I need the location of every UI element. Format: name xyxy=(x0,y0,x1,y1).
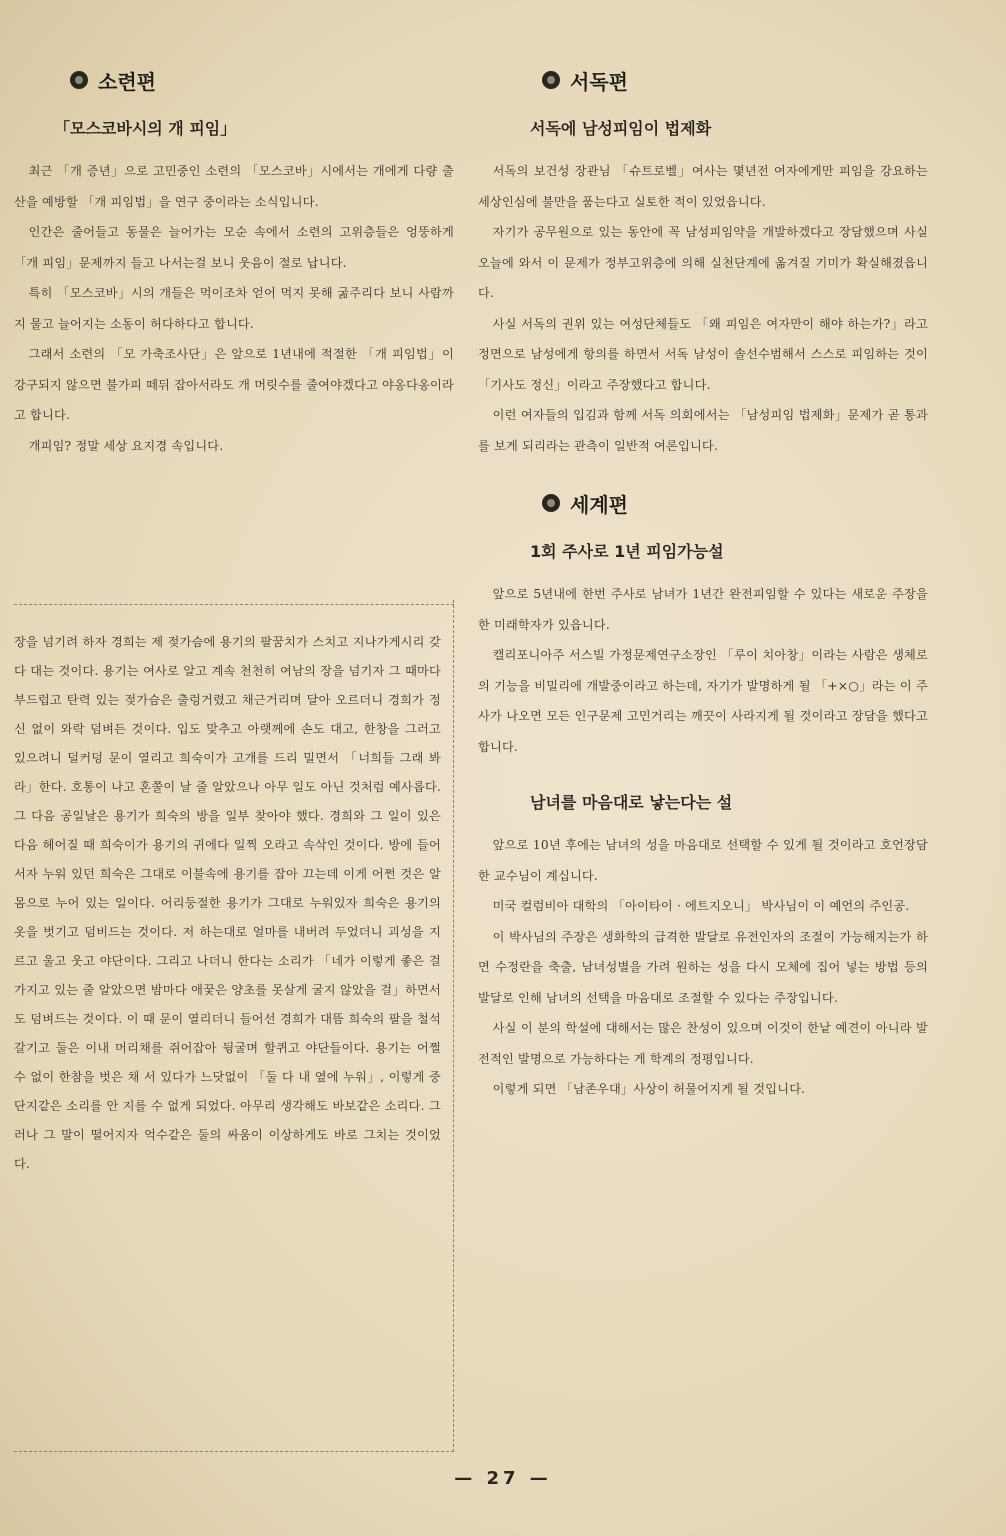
page-number: — 27 — xyxy=(454,1468,552,1489)
paragraph: 미국 컬럼비아 대학의 「아이타이 · 에트지오니」 박사님이 이 예언의 주인공. xyxy=(492,899,910,913)
section-heading-soviet xyxy=(70,60,454,100)
paragraph: 장을 넘기려 하자 경희는 제 젖가슴에 용기의 팔꿈치가 스치고 지나가게시리 갖다 대는 것이다. 용기는 여사로 알고 계속 천천히 여남의 장을 넘기자 그 때마다 부드럽고 탄력 있는 젖가슴은 출렁거렸고 채근거리며 달아 오르더니 경희가 정신 없이 와락 덤벼든 것이다. 입도 맞추고 아랫께에 손도 대고, 한창을 그러고 있으려니 덜커덩 문이 열리고 희숙이가 고개를 드리 밀면서 「너희들 그래 봐라」한다. 호통이 나고 혼쭐이 날 줄 알았으나 아무 일도 아닌 것처럼 예사롭다. 그 다음 공일날은 용기가 희숙의 방을 일부 찾아야 했다. 경희와 그 일이 있은 다음 헤어질 때 희숙이가 용기의 귀에다 일찍 오라고 속삭인 것이다. 방에 들어서자 누워 있던 희숙은 그대로 이불속에 용기를 잡아 끄는데 이게 어쩐 것은 알몸으로 누어 있는 일이다. 어리둥절한 용기가 그대로 누워있자 희숙은 용기의 옷을 벗기고 덤비드는 것이다. 저 하는대로 얼마를 내버려 두었더니 괴성을 지르고 울고 웃고 야단이다. 그리고 나더니 한다는 소리가 「네가 이렇게 좋은 걸 가지고 있는 줄 알았으면 밤마다 애꿎은 양초를 못살게 굴지 않았을 걸」하면서 도 덤벼드는 것이다. 이 때 문이 열리더니 들어선 경희가 대뜸 희숙의 팔을 철석 갈기고 둘은 이내 머리채를 쥐어잡아 뒹굴며 할퀴고 야단들이다. 용기는 어쩔 수 없이 한참을 벗은 채 서 있다가 느닷없이 「둘 다 내 옆에 누워」, 이렇게 중단지같은 소리를 안 지를 수 없게 되었다. 아무리 생각해도 바보같은 소리다. 그러나 그 말이 떨어지자 억수같은 둘의 싸움이 이상하게도 바로 그치는 것이었다. xyxy=(14,635,441,1171)
paragraph: 그래서 소련의 「모 가축조사단」은 앞으로 1년내에 적절한 「개 피임법」이 강구되지 않으면 불가피 떼뒤 잡아서라도 개 머릿수를 줄여야겠다고 야옹다옹이라고 합니다. xyxy=(14,347,454,422)
story-body xyxy=(14,628,441,1179)
paragraph: 최근 「개 증년」으로 고민중인 소련의 「모스코바」시에서는 개에게 다량 출산을 예방할 「개 피임법」을 연구 중이라는 소식입니다. xyxy=(14,164,454,209)
paragraph: 사실 이 분의 학설에 대해서는 많은 찬성이 있으며 이것이 한낱 예견이 아니라 발전적인 발명으로 가능하다는 게 학계의 정평입니다. xyxy=(478,1021,928,1066)
right-column xyxy=(478,60,928,1105)
paragraph: 이 박사님의 주장은 생화학의 급격한 발달로 유전인자의 조절이 가능해지는가 하면 수정란을 축출, 남녀성별을 가려 원하는 성을 다시 모체에 집어 넣는 방법 등의 발달로 인해 남녀의 선택을 마음대로 조절할 수 있다는 주장입니다. xyxy=(478,929,928,1005)
paragraph: 이런 여자들의 입김과 함께 서독 의회에서는 「남성피임 법제화」문제가 곧 통과를 보게 되리라는 관측이 일반적 여론입니다. xyxy=(478,408,928,453)
paragraph: 특히 「모스코바」시의 개들은 먹이조차 얻어 먹지 못해 굶주리다 보니 사람까지 물고 늘어지는 소동이 허다하다고 합니다. xyxy=(14,286,454,331)
article-body xyxy=(478,156,928,461)
bullet-icon xyxy=(542,494,560,512)
story-box xyxy=(14,600,454,1452)
paragraph: 앞으로 10년 후에는 남녀의 성을 마음대로 선택할 수 있게 될 것이라고 호언장담한 교수님이 계십니다. xyxy=(478,838,928,883)
bullet-icon xyxy=(542,71,560,89)
paragraph: 이렇게 되면 「남존우대」사상이 허물어지게 될 것입니다. xyxy=(492,1082,806,1096)
article-body xyxy=(14,156,454,461)
paragraph: 앞으로 5년내에 한번 주사로 남녀가 1년간 완전피임할 수 있다는 새로운 주장을 한 미래학자가 있읍니다. xyxy=(478,587,928,632)
section-label: 세계편 xyxy=(570,492,628,517)
section-label: 서독편 xyxy=(570,69,628,94)
paragraph: 인간은 줄어들고 동물은 늘어가는 모순 속에서 소련의 고위층들은 엉뚱하게 「개 피임」문제까지 들고 나서는걸 보니 웃음이 절로 납니다. xyxy=(14,225,454,270)
paragraph: 캘리포니아주 서스빌 가정문제연구소장인 「루이 치아창」이라는 사람은 생체로의 기능을 비밀리에 개발중이라고 하는데, 자기가 발명하게 될 「+×○」라는 이 주사가 나오면 모든 인구문제 고민거리는 깨끗이 사라지게 될 것이라고 장담을 했다고 합니다. xyxy=(478,648,928,754)
paragraph: 서독의 보건성 장관님 「슈트로벨」여사는 몇년전 여자에게만 피임을 강요하는 세상인심에 불만을 품는다고 실토한 적이 있었읍니다. xyxy=(478,164,928,209)
section-heading-west-germany xyxy=(542,60,928,100)
article-title: 남녀를 마음대로 낳는다는 설 xyxy=(530,793,733,812)
article-title: 1회 주사로 1년 피임가능설 xyxy=(530,542,724,561)
article-title: 「모스코바시의 개 피임」 xyxy=(54,119,237,138)
article-title: 서독에 남성피임이 법제화 xyxy=(530,119,712,138)
section-label: 소련편 xyxy=(98,69,156,94)
article-body xyxy=(478,579,928,762)
paragraph: 자기가 공무원으로 있는 동안에 꼭 남성피임약을 개발하겠다고 장담했으며 사실 오늘에 와서 이 문제가 정부고위층에 의해 실천단계에 옮겨질 기미가 확실해졌읍니다. xyxy=(478,225,928,300)
section-heading-world xyxy=(542,483,928,523)
left-column xyxy=(14,60,454,461)
bullet-icon xyxy=(70,71,88,89)
paragraph: 개피임? 정말 세상 요지경 속입니다. xyxy=(28,438,224,453)
world-section xyxy=(478,483,928,1105)
paragraph: 사실 서독의 권위 있는 여성단체들도 「왜 피임은 여자만이 해야 하는가?」라고 정면으로 남성에게 항의를 하면서 서독 남성이 솔선수범해서 스스로 피임하는 것이 「기사도 정신」이라고 주장했다고 합니다. xyxy=(478,316,928,392)
article-body xyxy=(478,830,928,1105)
